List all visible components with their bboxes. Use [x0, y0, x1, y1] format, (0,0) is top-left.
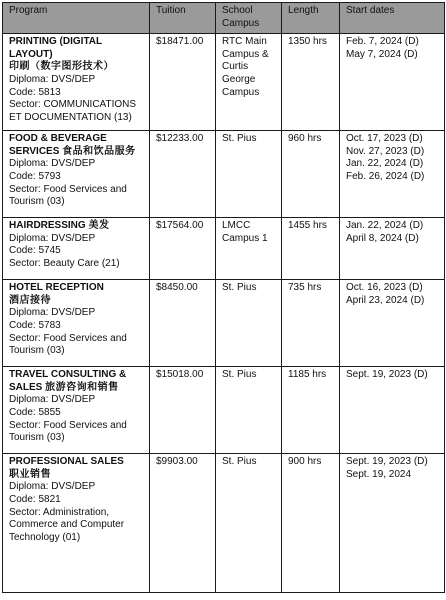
length-cell: 900 hrs	[282, 454, 340, 593]
start-date: April 8, 2024 (D)	[346, 232, 419, 244]
start-date: Sept. 19, 2023 (D)	[346, 369, 428, 381]
tuition-cell: $12233.00	[150, 131, 216, 218]
program-sector: Sector: Food Services and Tourism (03)	[9, 332, 127, 357]
program-cell	[3, 280, 150, 367]
start-date: Oct. 17, 2023 (D)	[346, 133, 423, 145]
start-dates-cell	[340, 131, 445, 218]
table-row	[3, 131, 445, 218]
header-tuition: Tuition	[150, 3, 216, 34]
start-date: Jan. 22, 2024 (D)	[346, 158, 424, 170]
start-dates-cell	[340, 218, 445, 280]
program-code: Code: 5821	[9, 493, 61, 505]
program-code: Code: 5813	[9, 86, 61, 98]
table-row	[3, 218, 445, 280]
program-sector: Sector: Food Services and Tourism (03)	[9, 183, 127, 208]
table-row	[3, 454, 445, 593]
program-name-chinese: 食品和饮品服务	[62, 145, 136, 157]
header-start-dates: Start dates	[340, 3, 445, 34]
campus-cell: LMCC Campus 1	[216, 218, 282, 280]
program-code: Code: 5793	[9, 170, 61, 182]
program-cell	[3, 34, 150, 131]
start-date: Sept. 19, 2023 (D)	[346, 456, 428, 468]
program-name: PROFESSIONAL SALES	[9, 456, 124, 468]
start-date: Feb. 7, 2024 (D)	[346, 36, 419, 48]
program-code: Code: 5745	[9, 245, 61, 257]
tuition-cell: $15018.00	[150, 367, 216, 454]
program-code: Code: 5855	[9, 406, 61, 418]
program-name: HAIRDRESSING	[9, 220, 86, 232]
start-date: Jan. 22, 2024 (D)	[346, 220, 424, 232]
table-row	[3, 367, 445, 454]
tuition-cell: $18471.00	[150, 34, 216, 131]
program-name: FOOD & BEVERAGE SERVICES	[9, 133, 107, 157]
table-row	[3, 280, 445, 367]
program-sector: Sector: COMMUNICATIONS ET DOCUMENTATION (13)	[9, 99, 137, 123]
campus-cell: St. Pius	[216, 280, 282, 367]
length-cell: 960 hrs	[282, 131, 340, 218]
program-cell	[3, 218, 150, 280]
program-name: TRAVEL CONSULTING & SALES	[9, 369, 127, 393]
campus-cell: St. Pius	[216, 367, 282, 454]
start-date: Feb. 26, 2024 (D)	[346, 170, 425, 182]
start-date: Oct. 16, 2023 (D)	[346, 282, 423, 294]
program-name-chinese: 酒店接待	[9, 294, 51, 306]
program-name: PRINTING (DIGITAL LAYOUT)	[9, 36, 102, 60]
length-cell: 1350 hrs	[282, 34, 340, 131]
tuition-cell: $17564.00	[150, 218, 216, 280]
program-diploma: Diploma: DVS/DEP	[9, 158, 96, 170]
start-date: Sept. 19, 2024	[346, 468, 412, 480]
program-name-chinese: 印刷（数字图形技术）	[9, 61, 114, 73]
table-header-row	[3, 3, 445, 34]
program-diploma: Diploma: DVS/DEP	[9, 307, 96, 319]
campus-cell: St. Pius	[216, 454, 282, 593]
table-row	[3, 34, 445, 131]
header-program: Program	[3, 3, 150, 34]
program-name: HOTEL RECEPTION	[9, 282, 104, 294]
program-cell	[3, 454, 150, 593]
campus-cell: RTC Main Campus & Curtis George Campus	[216, 34, 282, 131]
program-table	[2, 2, 445, 593]
program-cell	[3, 367, 150, 454]
start-dates-cell	[340, 280, 445, 367]
program-sector: Sector: Food Services and Tourism (03)	[9, 419, 127, 444]
start-date: Nov. 27, 2023 (D)	[346, 145, 425, 157]
program-diploma: Diploma: DVS/DEP	[9, 73, 96, 85]
campus-cell: St. Pius	[216, 131, 282, 218]
program-diploma: Diploma: DVS/DEP	[9, 394, 96, 406]
program-code: Code: 5783	[9, 319, 61, 331]
length-cell: 1185 hrs	[282, 367, 340, 454]
program-name-chinese: 美发	[88, 220, 110, 232]
start-dates-cell	[340, 454, 445, 593]
program-sector: Sector: Administration, Commerce and Computer Technology (01)	[9, 506, 125, 543]
program-cell	[3, 131, 150, 218]
program-sector: Sector: Beauty Care (21)	[9, 257, 120, 269]
program-diploma: Diploma: DVS/DEP	[9, 481, 96, 493]
start-date: April 23, 2024 (D)	[346, 294, 425, 306]
header-campus: School Campus	[216, 3, 282, 34]
program-diploma: Diploma: DVS/DEP	[9, 232, 96, 244]
start-dates-cell	[340, 34, 445, 131]
length-cell: 1455 hrs	[282, 218, 340, 280]
tuition-cell: $8450.00	[150, 280, 216, 367]
start-dates-cell	[340, 367, 445, 454]
program-name-chinese: 职业销售	[9, 468, 51, 480]
header-length: Length	[282, 3, 340, 34]
program-name-chinese: 旅游咨询和销售	[45, 381, 119, 393]
start-date: May 7, 2024 (D)	[346, 48, 418, 60]
length-cell: 735 hrs	[282, 280, 340, 367]
tuition-cell: $9903.00	[150, 454, 216, 593]
